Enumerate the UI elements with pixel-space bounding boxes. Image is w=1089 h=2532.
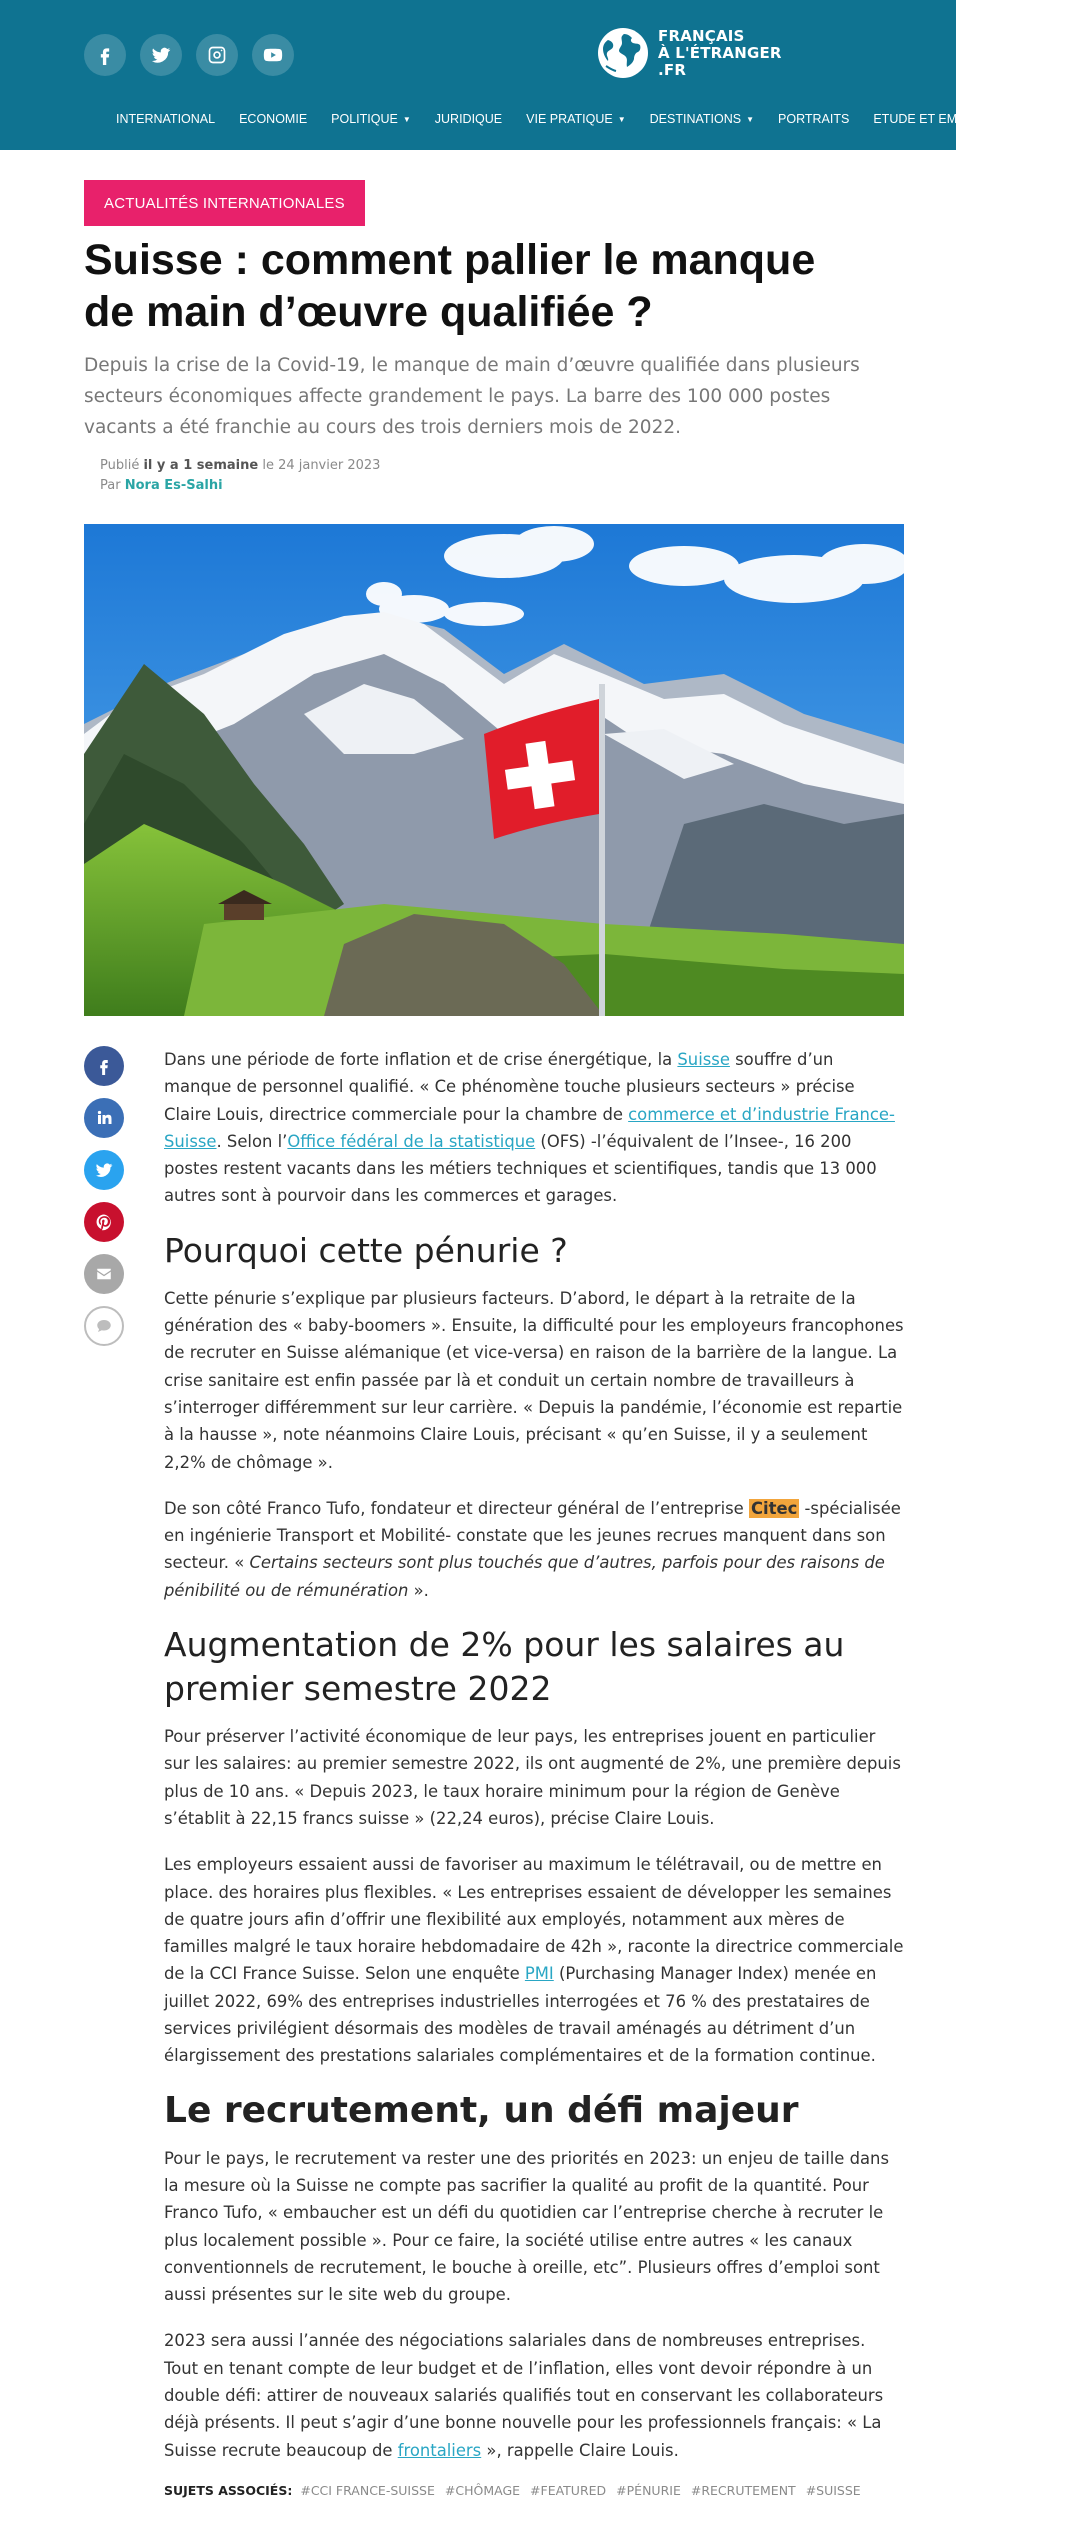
facebook-link[interactable] bbox=[84, 34, 126, 76]
text: Les employeurs essaient aussi de favoriser au maximum le télétravail, ou de mettre en place. des horaires plus flexibles. « Les entreprises essaient de développer les semaines de quatre jours afin d’offrir une flexibilité aux employés, notamment aux mères de familles malgré le taux horaire hebdomadaire de 42h », raconte la directrice commerciale de la CCI France Suisse. Selon une enquête bbox=[164, 1855, 904, 1984]
published-label: Publié bbox=[100, 458, 140, 473]
paragraph-6: Pour le pays, le recrutement va rester une des priorités en 2023: un enjeu de taille dans la mesure où la Suisse ne compte pas sacrifier la qualité au profit de la quantité. Pour Franco Tufo, « embaucher est un défi du quotidien car l’entreprise cherche à recruter le plus localement possible ». Pour ce faire, la société utilise entre autres « les canaux conventionnels de recrutement, le bouche à oreille, etc”. Plusieurs offres d’emploi sont aussi présentes sur le site web du groupe. bbox=[164, 2148, 889, 2305]
logo-line-3: .FR bbox=[658, 60, 687, 79]
article-title: Suisse : comment pallier le manque de main d’œuvre qualifiée ? bbox=[84, 236, 816, 336]
twitter-icon bbox=[95, 1161, 113, 1179]
paragraph-1 bbox=[164, 1046, 904, 1210]
nav-item-economie[interactable] bbox=[239, 112, 307, 126]
section-heading-recrutement: Le recrutement, un défi majeur bbox=[164, 2089, 799, 2131]
text: 2023 sera aussi l’année des négociations salariales dans de nombreuses entreprises. Tout en tenant compte de leur budget et de l’inflation, elles vont devoir répondre à un double défi: attirer de nouveaux salariés qualifiés tout en conservant les collaborateurs déjà présents. Il peut s’agir d’une bonne nouvelle pour les professionnels français: « La Suisse recrute beaucoup de bbox=[164, 2331, 884, 2460]
nav-item-vie-pratique[interactable] bbox=[526, 112, 626, 126]
caret-down-icon: ▼ bbox=[617, 114, 626, 124]
share-linkedin-button[interactable] bbox=[84, 1098, 124, 1138]
nav-label: PORTRAITS bbox=[778, 112, 850, 126]
nav-item-etude-et-emploi[interactable] bbox=[873, 112, 998, 126]
caret-down-icon: ▼ bbox=[990, 114, 999, 124]
author-line bbox=[100, 476, 380, 496]
text: (Purchasing Manager Index) menée en juillet 2022, 69% des entreprises industrielles interrogées et 76 % des prestataires de services privilégient désormais des modèles de travail aménagés au détriment d’un élargissement des prestations salariales complémentaires et de la formation continue. bbox=[164, 1964, 877, 2066]
tag-link[interactable]: #RECRUTEMENT bbox=[690, 2482, 796, 2498]
nav-label: VIE PRATIQUE bbox=[526, 112, 613, 126]
nav-label: INTERNATIONAL bbox=[116, 112, 216, 126]
caret-down-icon: ▼ bbox=[402, 114, 411, 124]
tag-link[interactable]: #CHÔMAGE bbox=[444, 2482, 521, 2498]
swiss-alps-illustration bbox=[84, 524, 904, 1016]
twitter-link[interactable] bbox=[140, 34, 182, 76]
paragraph-7 bbox=[164, 2327, 904, 2463]
globe-icon bbox=[596, 26, 650, 80]
published-ago: il y a 1 semaine bbox=[143, 458, 259, 473]
main-nav bbox=[116, 112, 1089, 126]
caret-down-icon: ▼ bbox=[746, 114, 755, 124]
comment-button[interactable] bbox=[84, 1306, 124, 1346]
header-social-links bbox=[84, 34, 294, 76]
link-ofs[interactable]: Office fédéral de la statistique bbox=[287, 1131, 536, 1151]
nav-label: ECONOMIE bbox=[239, 112, 308, 126]
category-badge[interactable]: ACTUALITÉS INTERNATIONALES bbox=[84, 180, 365, 226]
comment-icon bbox=[95, 1317, 113, 1335]
nav-item-evenements[interactable] bbox=[1023, 112, 1065, 126]
article-body bbox=[164, 1046, 904, 2498]
text: souffre d’un manque de personnel qualifié. « Ce phénomène touche plusieurs secteurs » précise Claire Louis, directrice commerciale pour la chambre de bbox=[164, 1050, 855, 1124]
by-label: Par bbox=[100, 478, 121, 493]
nav-item-international[interactable] bbox=[116, 112, 215, 126]
text: (OFS) -l’équivalent de l’Insee-, 16 200 postes restent vacants dans les métiers techniques et scientifiques, tandis que 13 000 autres sont à pourvoir dans les commerces et garages. bbox=[164, 1131, 877, 1206]
link-frontaliers[interactable]: frontaliers bbox=[397, 2440, 482, 2460]
published-date: le 24 janvier 2023 bbox=[262, 458, 381, 473]
nav-label: ETUDE ET EMPLOI bbox=[873, 112, 986, 126]
paragraph-2: Cette pénurie s’explique par plusieurs facteurs. D’abord, le départ à la retraite de la génération des « baby-boomers ». Ensuite, la difficulté pour les employeurs francophones de recruter en Suisse alémanique (et vice-versa) en raison de la barrière de la langue. La crise sanitaire est enfin passée par là et conduit un certain nombre de travailleurs à s’interroger différemment sur leur carrière. « Depuis la pandémie, l’économie est repartie à la hausse », note néanmoins Claire Louis, précisant « qu’en Suisse, il y a seulement 2,2% de chômage ». bbox=[164, 1288, 904, 1472]
nav-label: DESTINATIONS bbox=[649, 112, 742, 126]
twitter-icon bbox=[151, 45, 171, 65]
facebook-icon bbox=[95, 1057, 113, 1075]
publish-line bbox=[100, 456, 380, 476]
link-cci-france-suisse[interactable]: commerce et d’industrie France-Suisse bbox=[164, 1104, 895, 1151]
hero-image bbox=[84, 524, 904, 1016]
tags-label: SUJETS ASSOCIÉS: bbox=[164, 2482, 293, 2498]
text: ». bbox=[408, 1580, 429, 1600]
nav-item-destinations[interactable] bbox=[650, 112, 754, 126]
site-logo[interactable] bbox=[596, 26, 782, 80]
article-meta bbox=[100, 456, 380, 496]
text: Dans une période de forte inflation et de crise énergétique, la bbox=[164, 1050, 678, 1069]
pinterest-icon bbox=[95, 1213, 113, 1231]
author-link[interactable]: Nora Es-Salhi bbox=[124, 478, 223, 493]
instagram-link[interactable] bbox=[196, 34, 238, 76]
nav-label: POLITIQUE bbox=[331, 112, 398, 126]
paragraph-4: Pour préserver l’activité économique de leur pays, les entreprises jouent en particulier sur les salaires: au premier semestre 2022, ils ont augmenté de 2%, une première depuis plus de 10 ans. « Depuis 2023, le taux horaire minimum pour la région de Genève s’établit à 22,15 francs suisse » (22,24 euros), précise Claire Louis. bbox=[164, 1727, 901, 1828]
highlighted-citec: Citec bbox=[750, 1498, 798, 1518]
nav-item-juridique[interactable] bbox=[435, 112, 502, 126]
text: . Selon l’ bbox=[216, 1131, 288, 1151]
link-suisse[interactable]: Suisse bbox=[677, 1050, 730, 1069]
nav-item-politique[interactable] bbox=[331, 112, 411, 126]
text: -spécialisée en ingénierie Transport et Mobilité- constate que les jeunes recrues manquent dans son secteur. « bbox=[164, 1498, 901, 1573]
facebook-icon bbox=[95, 45, 115, 65]
instagram-icon bbox=[207, 45, 227, 65]
tag-link[interactable]: #FEATURED bbox=[530, 2482, 607, 2498]
share-facebook-button[interactable] bbox=[84, 1046, 124, 1086]
tag-link[interactable]: #PÉNURIE bbox=[616, 2482, 681, 2498]
text: De son côté Franco Tufo, fondateur et directeur général de l’entreprise bbox=[164, 1498, 749, 1518]
share-email-button[interactable] bbox=[84, 1254, 124, 1294]
share-buttons bbox=[84, 1046, 124, 1346]
paragraph-5 bbox=[164, 1851, 904, 2069]
email-icon bbox=[95, 1265, 113, 1283]
logo-text bbox=[658, 28, 782, 79]
section-heading-penurie: Pourquoi cette pénurie ? bbox=[164, 1230, 568, 1270]
linkedin-icon bbox=[95, 1109, 113, 1127]
text: », rappelle Claire Louis. bbox=[481, 2440, 679, 2460]
related-tags bbox=[164, 2483, 904, 2498]
quote-italic: Certains secteurs sont plus touchés que d’autres, parfois pour des raisons de pénibilité ou de rémunération bbox=[164, 1553, 885, 1600]
nav-label: ÉVÉNE bbox=[1022, 112, 1065, 126]
nav-label: JURIDIQUE bbox=[434, 112, 503, 126]
tag-link[interactable]: #CCI FRANCE-SUISSE bbox=[300, 2482, 435, 2498]
youtube-link[interactable] bbox=[252, 34, 294, 76]
tag-link[interactable]: #SUISSE bbox=[805, 2482, 861, 2498]
logo-line-2: À L'ÉTRANGER bbox=[658, 43, 782, 62]
paragraph-3 bbox=[164, 1495, 904, 1604]
share-pinterest-button[interactable] bbox=[84, 1202, 124, 1242]
section-heading-salaires: Augmentation de 2% pour les salaires au premier semestre 2022 bbox=[164, 1625, 845, 1709]
article-lead: Depuis la crise de la Covid-19, le manque de main d’œuvre qualifiée dans plusieurs secteurs économiques affecte grandement le pays. La barre des 100 000 postes vacants a été franchie au cours des trois derniers mois de 2022. bbox=[84, 355, 860, 438]
logo-line-1: FRANÇAIS bbox=[658, 26, 745, 45]
nav-item-portraits[interactable] bbox=[778, 112, 849, 126]
link-pmi[interactable]: PMI bbox=[524, 1964, 554, 1984]
share-twitter-button[interactable] bbox=[84, 1150, 124, 1190]
youtube-icon bbox=[263, 45, 283, 65]
site-header bbox=[0, 0, 1065, 150]
